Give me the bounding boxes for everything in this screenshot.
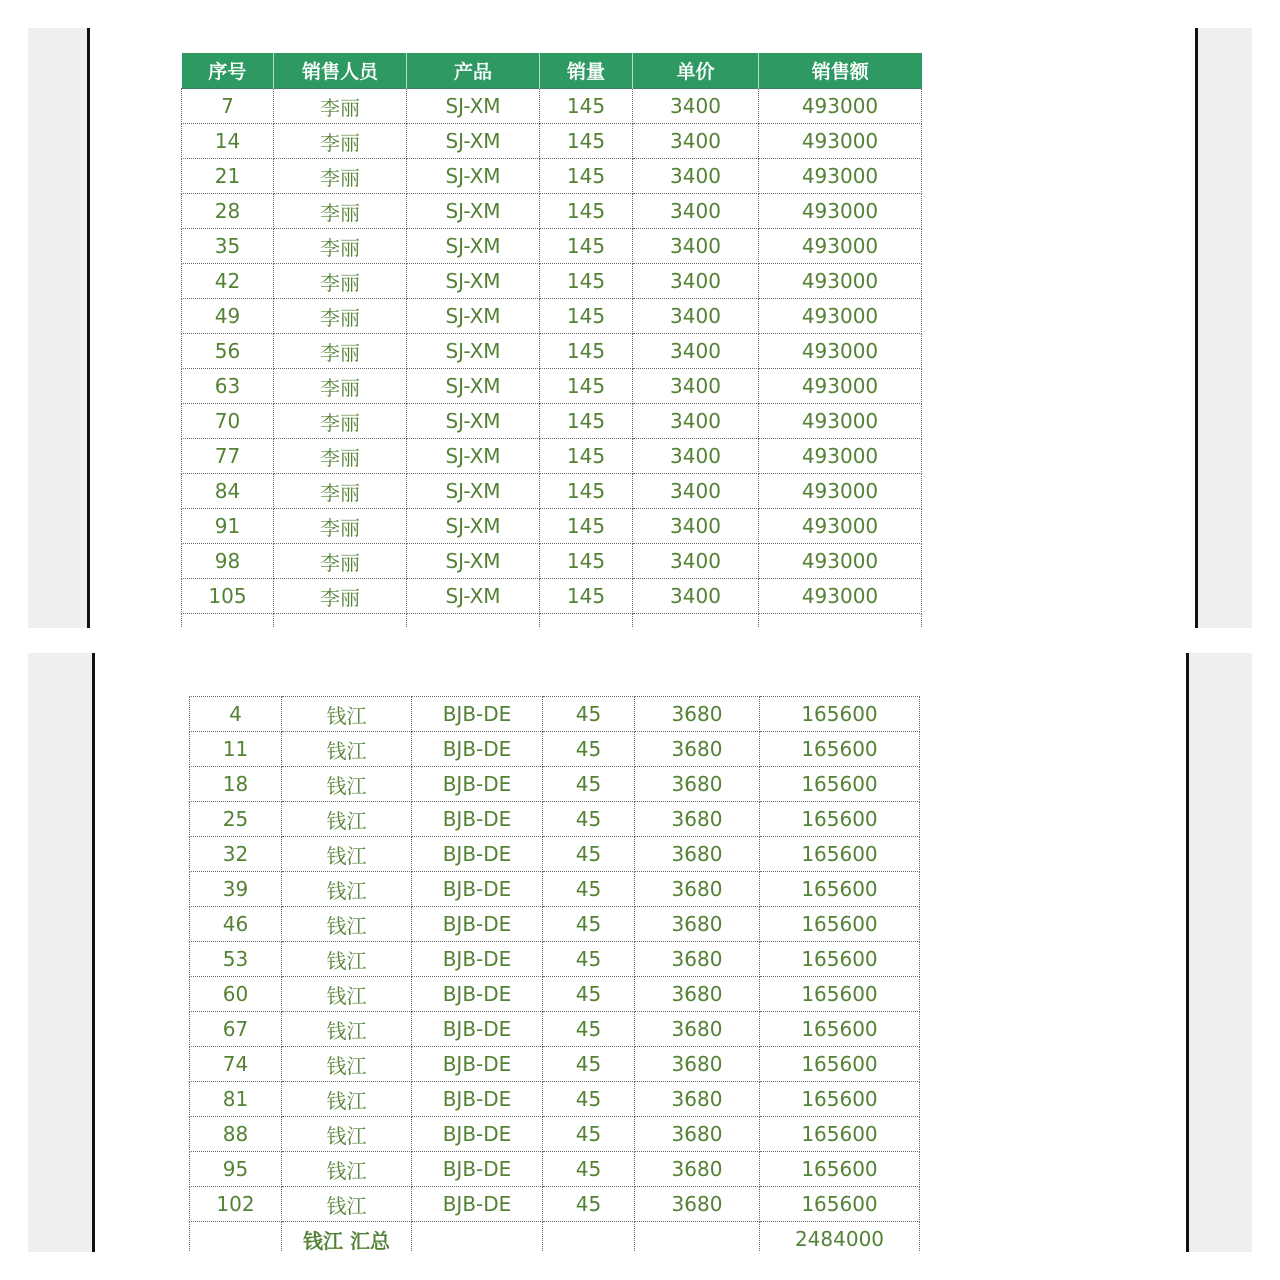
table-cell: 45	[543, 1187, 635, 1222]
table-cell: SJ-XM	[407, 264, 540, 299]
table-cell: 3400	[633, 334, 759, 369]
table-cell: 45	[543, 1012, 635, 1047]
table-cell: SJ-XM	[407, 124, 540, 159]
table-row	[182, 404, 922, 439]
table-cell: SJ-XM	[407, 439, 540, 474]
table-cell: 18	[190, 767, 282, 802]
table-cell: 李丽	[274, 439, 407, 474]
table-cell: 3680	[635, 872, 760, 907]
print-preview-page-1	[28, 28, 1252, 628]
table-row	[190, 1117, 920, 1152]
table-cell: 35	[182, 229, 274, 264]
table-cell: 88	[190, 1117, 282, 1152]
sales-table-top	[181, 53, 922, 628]
table-row	[190, 732, 920, 767]
table-cell: 145	[540, 439, 633, 474]
table-cell: 钱江	[282, 1047, 412, 1082]
table-cell: SJ-XM	[407, 299, 540, 334]
table-row	[182, 579, 922, 614]
table-cell: 3400	[633, 404, 759, 439]
table-cell: SJ-XM	[407, 579, 540, 614]
table-cell: 145	[540, 89, 633, 124]
table-cell: 493000	[759, 579, 922, 614]
table-cell: 3680	[635, 732, 760, 767]
table-cell: 165600	[760, 697, 920, 732]
table-cell: 45	[543, 802, 635, 837]
table-cell: 165600	[760, 1187, 920, 1222]
table-row	[182, 124, 922, 159]
table-cell: 21	[182, 159, 274, 194]
table-cell: 28	[182, 194, 274, 229]
table-cell: 李丽	[274, 124, 407, 159]
table-cell: BJB-DE	[412, 732, 543, 767]
table-cell: 56	[182, 334, 274, 369]
table-cell: 145	[540, 124, 633, 159]
table-cell: 165600	[760, 872, 920, 907]
table-cell	[407, 614, 540, 629]
table-cell: 李丽	[274, 194, 407, 229]
table-cell: 45	[543, 977, 635, 1012]
table-cell: 钱江	[282, 1012, 412, 1047]
table-cell: 145	[540, 404, 633, 439]
table-cell: 165600	[760, 1047, 920, 1082]
table-cell: 钱江	[282, 977, 412, 1012]
table-cell: 3680	[635, 837, 760, 872]
table-row	[190, 1152, 920, 1187]
table-cell: 493000	[759, 404, 922, 439]
table-cell: 493000	[759, 299, 922, 334]
table-cell: 钱江	[282, 1082, 412, 1117]
page-sheet	[92, 653, 1189, 1252]
table-cell: 45	[543, 1117, 635, 1152]
table-cell: 3680	[635, 907, 760, 942]
table-row	[190, 1187, 920, 1222]
table-row	[190, 837, 920, 872]
table-cell: 钱江	[282, 942, 412, 977]
table-cell: 李丽	[274, 264, 407, 299]
table-cell: SJ-XM	[407, 509, 540, 544]
table-cell: 493000	[759, 124, 922, 159]
table-cell: SJ-XM	[407, 334, 540, 369]
table-cell: 165600	[760, 732, 920, 767]
table-cell: 77	[182, 439, 274, 474]
subtotal-cell	[412, 1222, 543, 1253]
table-cell: 165600	[760, 977, 920, 1012]
table-cell: 493000	[759, 509, 922, 544]
table-cell	[182, 614, 274, 629]
table-row	[182, 509, 922, 544]
table-cell: 钱江	[282, 907, 412, 942]
table-cell: 145	[540, 264, 633, 299]
table-row	[182, 299, 922, 334]
table-cell: 145	[540, 544, 633, 579]
table-cell: 91	[182, 509, 274, 544]
table-cell: 李丽	[274, 369, 407, 404]
table-cell: 145	[540, 369, 633, 404]
table-cell: 3400	[633, 229, 759, 264]
table-cell: 7	[182, 89, 274, 124]
table-row	[190, 767, 920, 802]
table-cell: 45	[543, 907, 635, 942]
table-cell: 3400	[633, 439, 759, 474]
table-row	[182, 334, 922, 369]
table-cell: 165600	[760, 1152, 920, 1187]
table-cell: 49	[182, 299, 274, 334]
table-cell: BJB-DE	[412, 837, 543, 872]
table-cell: 74	[190, 1047, 282, 1082]
table-cell: 3680	[635, 977, 760, 1012]
table-cell: 98	[182, 544, 274, 579]
table-cell: 165600	[760, 802, 920, 837]
subtotal-cell	[635, 1222, 760, 1253]
table-cell: 60	[190, 977, 282, 1012]
table-cell: 165600	[760, 1117, 920, 1152]
table-cell: 165600	[760, 1082, 920, 1117]
table-cell: 493000	[759, 159, 922, 194]
table-row	[190, 907, 920, 942]
table-cell: BJB-DE	[412, 1047, 543, 1082]
table-cell: 165600	[760, 942, 920, 977]
table-cell: BJB-DE	[412, 1152, 543, 1187]
table-cell: 钱江	[282, 1152, 412, 1187]
header-cell: 销量	[540, 53, 633, 89]
table-cell: SJ-XM	[407, 544, 540, 579]
table-cell: 钱江	[282, 1117, 412, 1152]
print-preview-page-2	[28, 653, 1252, 1252]
table-cell: 3400	[633, 544, 759, 579]
table-cell: 84	[182, 474, 274, 509]
table-cell: 165600	[760, 767, 920, 802]
table-cell: 3680	[635, 697, 760, 732]
table-cell: 3680	[635, 767, 760, 802]
table-cell: 145	[540, 229, 633, 264]
table-cell: 63	[182, 369, 274, 404]
table-cell: 45	[543, 732, 635, 767]
table-cell: 67	[190, 1012, 282, 1047]
table-cell: 493000	[759, 544, 922, 579]
table-cell: 493000	[759, 89, 922, 124]
page-sheet	[87, 28, 1198, 628]
table-cell: 145	[540, 194, 633, 229]
table-cell: 李丽	[274, 404, 407, 439]
header-row	[182, 53, 922, 89]
table-cell: 45	[543, 837, 635, 872]
table-cell: SJ-XM	[407, 229, 540, 264]
table-cell: 3680	[635, 1047, 760, 1082]
table-row	[190, 802, 920, 837]
table-row	[182, 439, 922, 474]
subtotal-label: 钱江 汇总	[282, 1222, 412, 1253]
table-cell: 3680	[635, 1117, 760, 1152]
sales-table-bottom	[189, 696, 920, 1252]
table-cell: 3400	[633, 89, 759, 124]
table-row	[182, 194, 922, 229]
table-row	[182, 369, 922, 404]
table-cell: 165600	[760, 1012, 920, 1047]
table-cell: 45	[543, 697, 635, 732]
header-cell: 产品	[407, 53, 540, 89]
table-cell: SJ-XM	[407, 369, 540, 404]
table-cell: 105	[182, 579, 274, 614]
table-cell: 3400	[633, 264, 759, 299]
table-cell: 3680	[635, 942, 760, 977]
table-cell: 李丽	[274, 299, 407, 334]
table-cell: 493000	[759, 369, 922, 404]
table-cell: SJ-XM	[407, 89, 540, 124]
table-cell: BJB-DE	[412, 872, 543, 907]
table-cell: 3400	[633, 299, 759, 334]
table-cell	[540, 614, 633, 629]
table-cell: 钱江	[282, 1187, 412, 1222]
table-cell: 165600	[760, 907, 920, 942]
table-cell: SJ-XM	[407, 159, 540, 194]
table-cell: 45	[543, 767, 635, 802]
table-cell: 45	[543, 942, 635, 977]
table-row-continuation	[182, 614, 922, 629]
table-cell: 钱江	[282, 802, 412, 837]
table-cell: 45	[543, 1047, 635, 1082]
table-cell: 李丽	[274, 544, 407, 579]
subtotal-cell	[543, 1222, 635, 1253]
table-row	[182, 229, 922, 264]
table-cell: 4	[190, 697, 282, 732]
table-cell: 46	[190, 907, 282, 942]
table-cell	[759, 614, 922, 629]
table-cell: 钱江	[282, 767, 412, 802]
table-cell: 25	[190, 802, 282, 837]
table-cell: 493000	[759, 334, 922, 369]
table-cell: 钱江	[282, 697, 412, 732]
table-row	[190, 977, 920, 1012]
table-cell: 45	[543, 872, 635, 907]
table-cell: 李丽	[274, 229, 407, 264]
table-cell: 3400	[633, 124, 759, 159]
table-cell: 3400	[633, 369, 759, 404]
subtotal-cell	[190, 1222, 282, 1253]
table-cell: BJB-DE	[412, 767, 543, 802]
table-cell: 3680	[635, 1082, 760, 1117]
table-cell: SJ-XM	[407, 194, 540, 229]
table-row	[190, 697, 920, 732]
table-cell: 493000	[759, 229, 922, 264]
table-cell: 493000	[759, 264, 922, 299]
subtotal-row	[190, 1222, 920, 1253]
table-cell: 493000	[759, 194, 922, 229]
table-cell: 3680	[635, 802, 760, 837]
table-row	[190, 872, 920, 907]
table-cell: 145	[540, 334, 633, 369]
table-cell: 81	[190, 1082, 282, 1117]
table-cell: SJ-XM	[407, 474, 540, 509]
table-cell: 李丽	[274, 474, 407, 509]
table-cell: 3400	[633, 159, 759, 194]
table-cell: BJB-DE	[412, 907, 543, 942]
subtotal-value: 2484000	[760, 1222, 920, 1253]
table-cell: 53	[190, 942, 282, 977]
table-cell: 3680	[635, 1152, 760, 1187]
table-cell: 145	[540, 579, 633, 614]
table-row	[190, 1047, 920, 1082]
table-row	[182, 159, 922, 194]
table-cell: 493000	[759, 439, 922, 474]
table-cell: 3400	[633, 474, 759, 509]
table-cell: 14	[182, 124, 274, 159]
table-cell: 165600	[760, 837, 920, 872]
table-cell: BJB-DE	[412, 802, 543, 837]
table-cell: 李丽	[274, 89, 407, 124]
table-cell: 70	[182, 404, 274, 439]
table-row	[190, 942, 920, 977]
table-cell: 102	[190, 1187, 282, 1222]
table-cell: BJB-DE	[412, 697, 543, 732]
table-cell: 95	[190, 1152, 282, 1187]
table-cell: BJB-DE	[412, 1187, 543, 1222]
table-cell: 李丽	[274, 159, 407, 194]
table-cell: 钱江	[282, 872, 412, 907]
table-cell: 145	[540, 509, 633, 544]
table-row	[190, 1082, 920, 1117]
table-cell: BJB-DE	[412, 1012, 543, 1047]
table-cell: 39	[190, 872, 282, 907]
table-cell: 145	[540, 299, 633, 334]
table-row	[190, 1012, 920, 1047]
table-cell: 钱江	[282, 837, 412, 872]
table-cell	[633, 614, 759, 629]
header-cell: 单价	[633, 53, 759, 89]
table-cell: 3400	[633, 194, 759, 229]
table-cell: BJB-DE	[412, 977, 543, 1012]
table-cell: 3400	[633, 509, 759, 544]
table-cell: 李丽	[274, 579, 407, 614]
table-cell: 李丽	[274, 509, 407, 544]
table-cell: SJ-XM	[407, 404, 540, 439]
header-cell: 销售额	[759, 53, 922, 89]
table-row	[182, 474, 922, 509]
table-cell: 45	[543, 1082, 635, 1117]
table-cell: 钱江	[282, 732, 412, 767]
table-cell: BJB-DE	[412, 942, 543, 977]
table-cell: 42	[182, 264, 274, 299]
table-cell: 3400	[633, 579, 759, 614]
table-cell: 145	[540, 474, 633, 509]
table-cell: 45	[543, 1152, 635, 1187]
table-cell: 493000	[759, 474, 922, 509]
header-cell: 销售人员	[274, 53, 407, 89]
header-cell: 序号	[182, 53, 274, 89]
table-row	[182, 264, 922, 299]
table-cell: 3680	[635, 1012, 760, 1047]
table-cell	[274, 614, 407, 629]
table-cell: BJB-DE	[412, 1082, 543, 1117]
table-cell: 李丽	[274, 334, 407, 369]
table-cell: BJB-DE	[412, 1117, 543, 1152]
table-row	[182, 89, 922, 124]
table-cell: 32	[190, 837, 282, 872]
table-row	[182, 544, 922, 579]
table-cell: 3680	[635, 1187, 760, 1222]
table-cell: 145	[540, 159, 633, 194]
table-cell: 11	[190, 732, 282, 767]
